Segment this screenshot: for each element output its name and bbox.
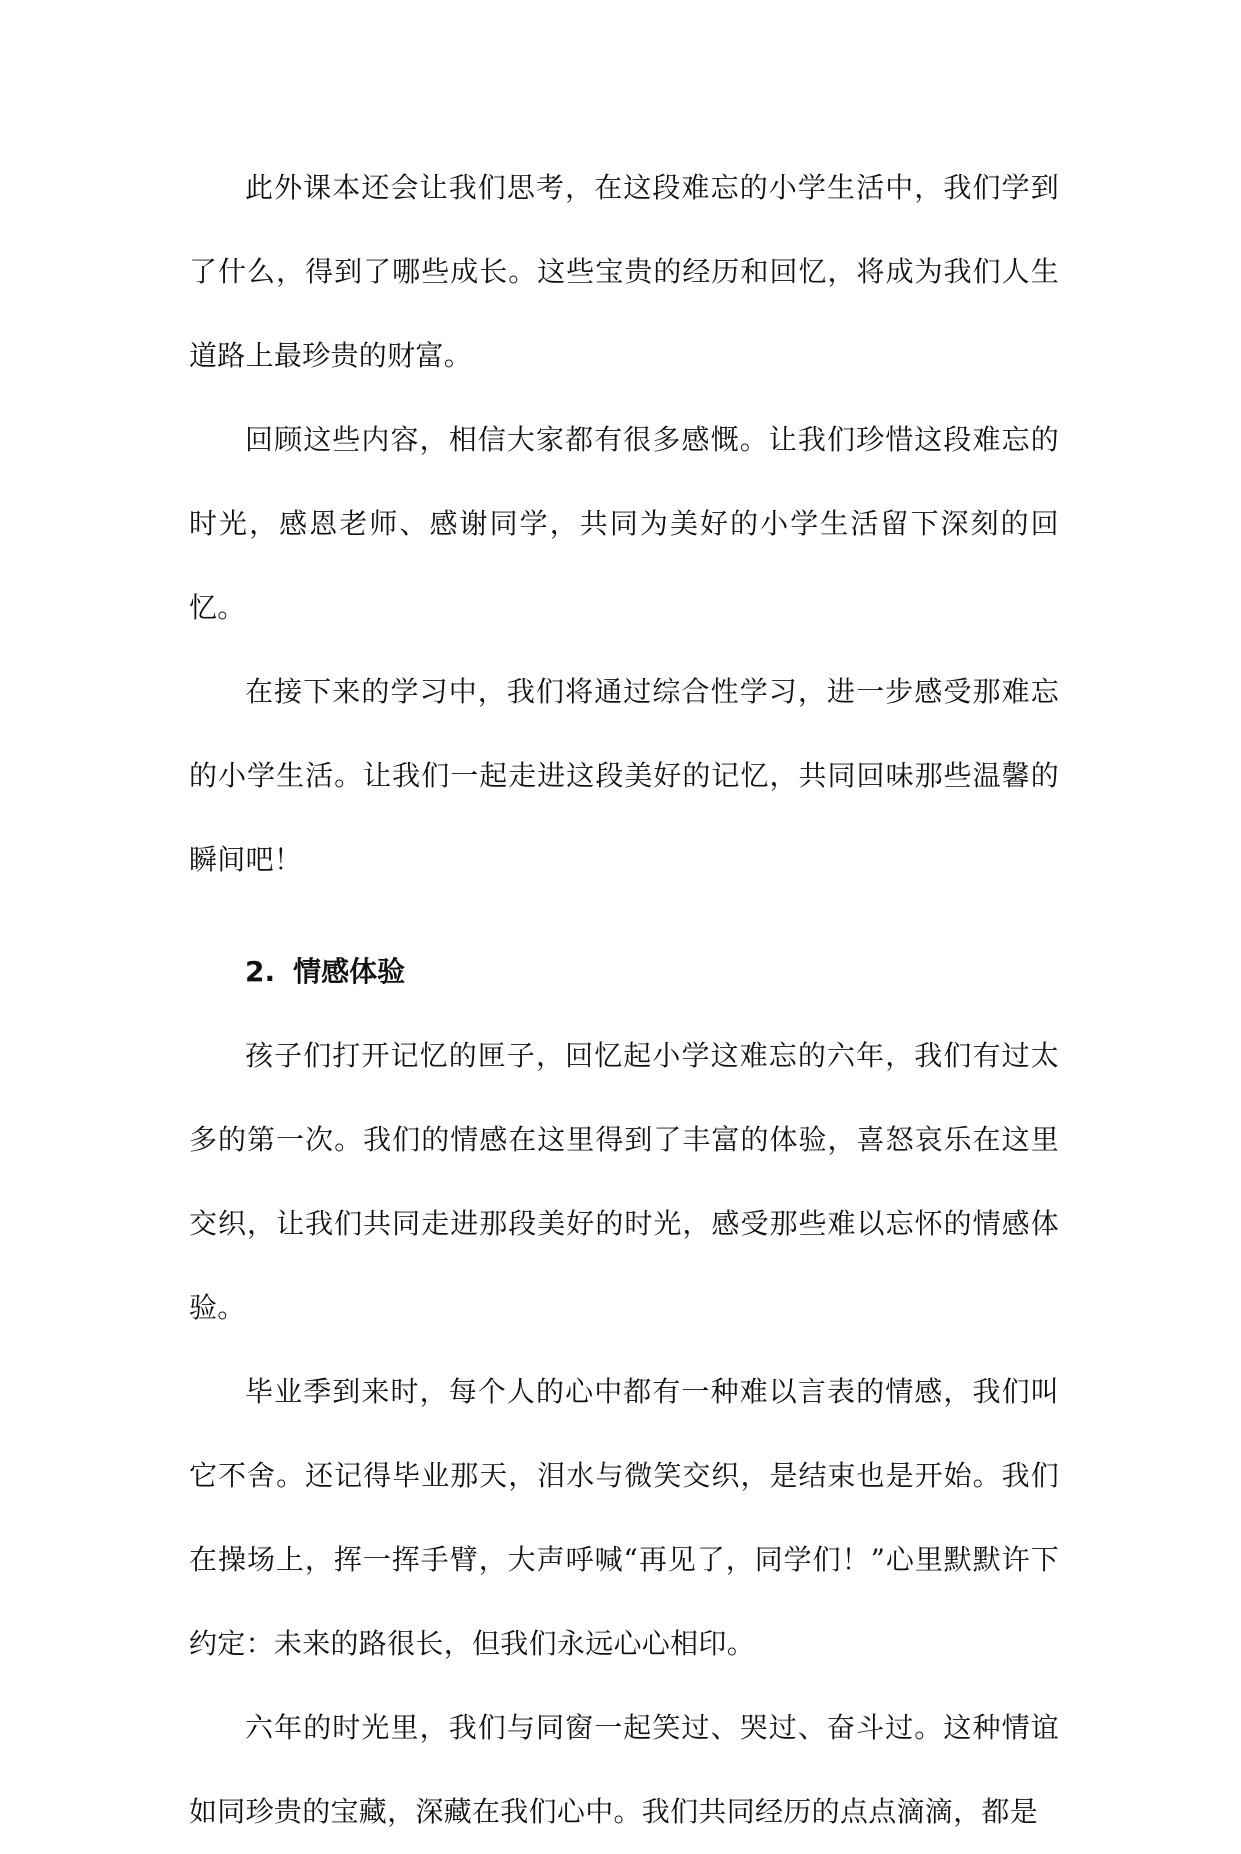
document-body (189, 146, 1059, 1854)
section-heading (189, 930, 1059, 1014)
paragraph-memories: 孩子们打开记忆的匣子，回忆起小学这难忘的六年，我们有过太多的第一次。我们的情感在这里得到了丰富的体验，喜怒哀乐在这里交织，让我们共同走进那段美好的时光，感受那些难以忘怀的情感体验。 (189, 1039, 1059, 1324)
section-spacer (189, 902, 1059, 930)
paragraph-next-study: 在接下来的学习中，我们将通过综合性学习，进一步感受那难忘的小学生活。让我们一起走进这段美好的记忆，共同回味那些温馨的瞬间吧！ (189, 675, 1059, 876)
paragraph-review: 回顾这些内容，相信大家都有很多感慨。让我们珍惜这段难忘的时光，感恩老师、感谢同学，共同为美好的小学生活留下深刻的回忆。 (189, 423, 1059, 624)
paragraph-reflection: 此外课本还会让我们思考，在这段难忘的小学生活中，我们学到了什么，得到了哪些成长。这些宝贵的经历和回忆，将成为我们人生道路上最珍贵的财富。 (189, 171, 1059, 372)
section-number: 2. (245, 955, 276, 988)
paragraph-graduation: 毕业季到来时，每个人的心中都有一种难以言表的情感，我们叫它不舍。还记得毕业那天，泪水与微笑交织，是结束也是开始。我们在操场上，挥一挥手臂，大声呼喊“再见了，同学们！”心里默默许下约定：未来的路很长，但我们永远心心相印。 (189, 1375, 1059, 1660)
paragraph-friendship: 六年的时光里，我们与同窗一起笑过、哭过、奋斗过。这种情谊如同珍贵的宝藏，深藏在我们心中。我们共同经历的点点滴滴，都是 (189, 1711, 1059, 1828)
section-title: 情感体验 (293, 955, 406, 988)
